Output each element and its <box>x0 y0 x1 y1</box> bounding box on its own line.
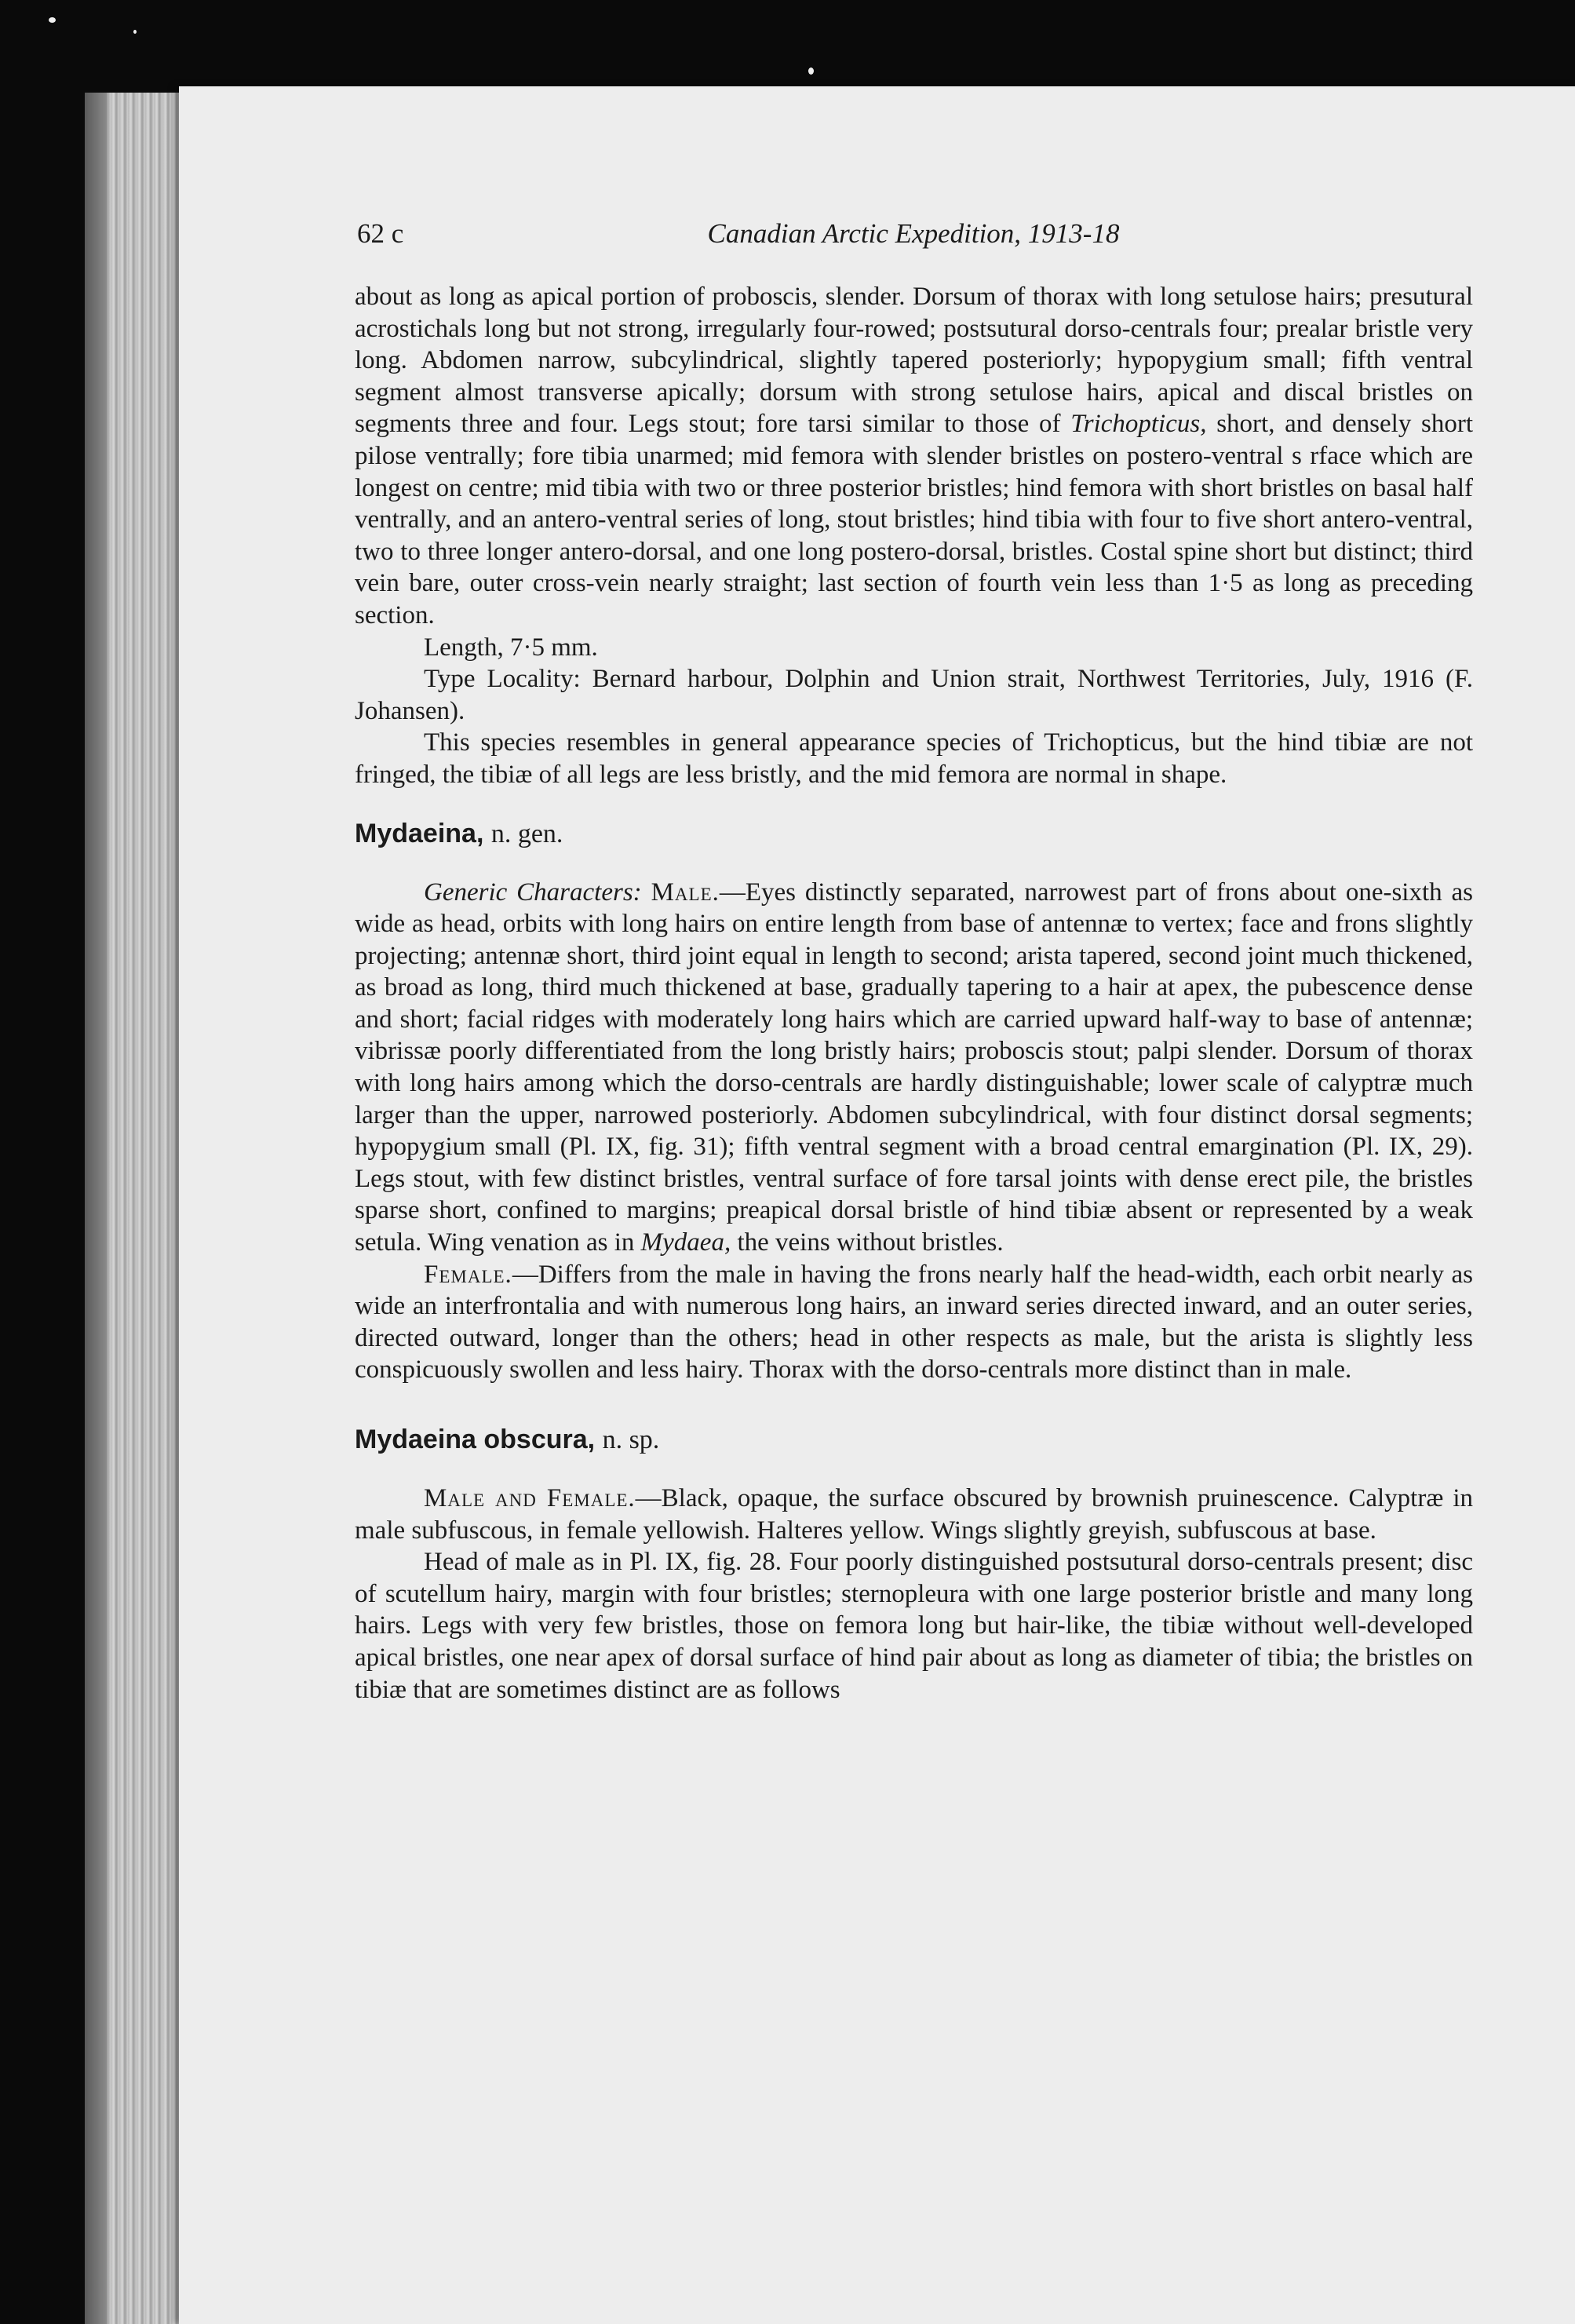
page-number: 62 c <box>357 218 404 249</box>
paragraph-comparison: This species resembles in general appearance species of Trichopticus, but the hind tibiæ are not fringed, the tibiæ of all legs are less bristly, and the mid femora are normal in shape. <box>355 728 1473 789</box>
species-heading: Mydaeina obscura, n. sp. <box>355 1425 660 1454</box>
book-spine-shadow <box>85 93 107 2324</box>
page-header <box>357 218 1470 253</box>
dust-speck <box>49 17 56 23</box>
paragraph-length: Length, 7·5 mm. <box>424 633 598 662</box>
genus-heading: Mydaeina, n. gen. <box>355 818 563 848</box>
dust-speck <box>133 30 137 34</box>
male-label: Male. <box>651 877 720 907</box>
taxon-name: Trichopticus, <box>1070 410 1207 439</box>
paragraph-female: Female.—Differs from the male in having the frons nearly half the head-width, each orbit nearly as wide an interfrontalia and with numerous long hairs, an inward series directed inward, and an outer series, directed outward, longer than the others; head in other respects as male, but the arista is slightly less conspicuously swollen and less hairy. Thorax with the dorso-centrals more distinct than in male. <box>355 1260 1473 1385</box>
dust-speck <box>808 67 814 75</box>
male-and-female-label: Male and Female. <box>424 1484 636 1512</box>
generic-characters-label: Generic Characters: <box>424 877 642 907</box>
paragraph-male-and-female: Male and Female.—Black, opaque, the surface obscured by brownish pruinescence. Calyptræ in male subfuscous, in female yellowish. Halteres yellow. Wings slightly greyish, subfuscous at base. <box>355 1484 1473 1545</box>
paragraph-type-locality: Type Locality: Bernard harbour, Dolphin and Union strait, Northwest Territories, July, 1916 (F. Johansen). <box>355 665 1473 725</box>
taxon-name: Mydaea, <box>640 1228 731 1257</box>
paragraph-description-continued: about as long as apical portion of proboscis, slender. Dorsum of thorax with long setulose hairs; presutural acrostichals long but not strong, irregularly four-rowed; postsutural dorso-centrals four; prealar bristle very long. Abdomen narrow, subcylindrical, slightly tapered posteriorly; hypopygium small; fifth ventral segment almost transverse apically; dorsum with strong setulose hairs, apical and discal bristles on segments three and four. Legs stout; fore tarsi similar to those of Trichopticus, short, and densely short pilose ventrally; fore tibia unarmed; mid femora with slender bristles on postero-ventral s rface which are longest on centre; mid tibia with two or three posterior bristles; hind femora with short bristles on basal half ventrally, and an antero-ventral series of long, stout bristles; hind tibia with four to five short antero-ventral, two to three longer antero-dorsal, and one long postero-dorsal, bristles. Costal spine short but distinct; third vein bare, outer cross-vein nearly straight; last section of fourth vein less than 1·5 as long as preceding section. <box>355 283 1474 629</box>
running-title: Canadian Arctic Expedition, 1913-18 <box>707 218 1120 249</box>
paragraph-generic-characters: Generic Characters: Male.—Eyes distinctly separated, narrowest part of frons about one-sixth as wide as head, orbits with long hairs on entire length from base of antennæ to vertex; face and frons slightly projecting; antennæ short, third joint equal in length to second; arista tapered, second joint much thickened, as broad as long, third much thickened at base, gradually tapering to a hair at apex, the pubescence dense and short; facial ridges with moderately long hairs which are carried upward half-way to base of antennæ; vibrissæ poorly differentiated from the long bristly hairs; proboscis stout; palpi slender. Dorsum of thorax with long hairs among which the dorso-centrals are hardly distinguishable; lower scale of calyptræ much larger than the upper, narrowed posteriorly. Abdomen subcylindrical, with four distinct dorsal segments; hypopygium small (Pl. IX, fig. 31); fifth ventral segment with a broad central emargination (Pl. IX, 29). Legs stout, with few distinct bristles, ventral surface of fore tarsal joints with dense erect pile, the bristles sparse short, confined to margins; preapical dorsal bristle of hind tibiæ absent or represented by a weak setula. Wing venation as in Mydaea, the veins without bristles. <box>355 877 1474 1257</box>
paragraph-head-description: Head of male as in Pl. IX, fig. 28. Four poorly distinguished postsutural dorso-centrals present; disc of scutellum hairy, margin with four bristles; sternopleura with one large posterior bristle and many long hairs. Legs with very few bristles, those on femora long but hair-like, the tibiæ without well-developed apical bristles, one near apex of dorsal surface of hind pair about as long as diameter of tibia; the bristles on tibiæ that are sometimes distinct are as follows <box>355 1548 1473 1704</box>
body-text <box>355 281 1473 1706</box>
female-label: Female. <box>424 1260 512 1289</box>
